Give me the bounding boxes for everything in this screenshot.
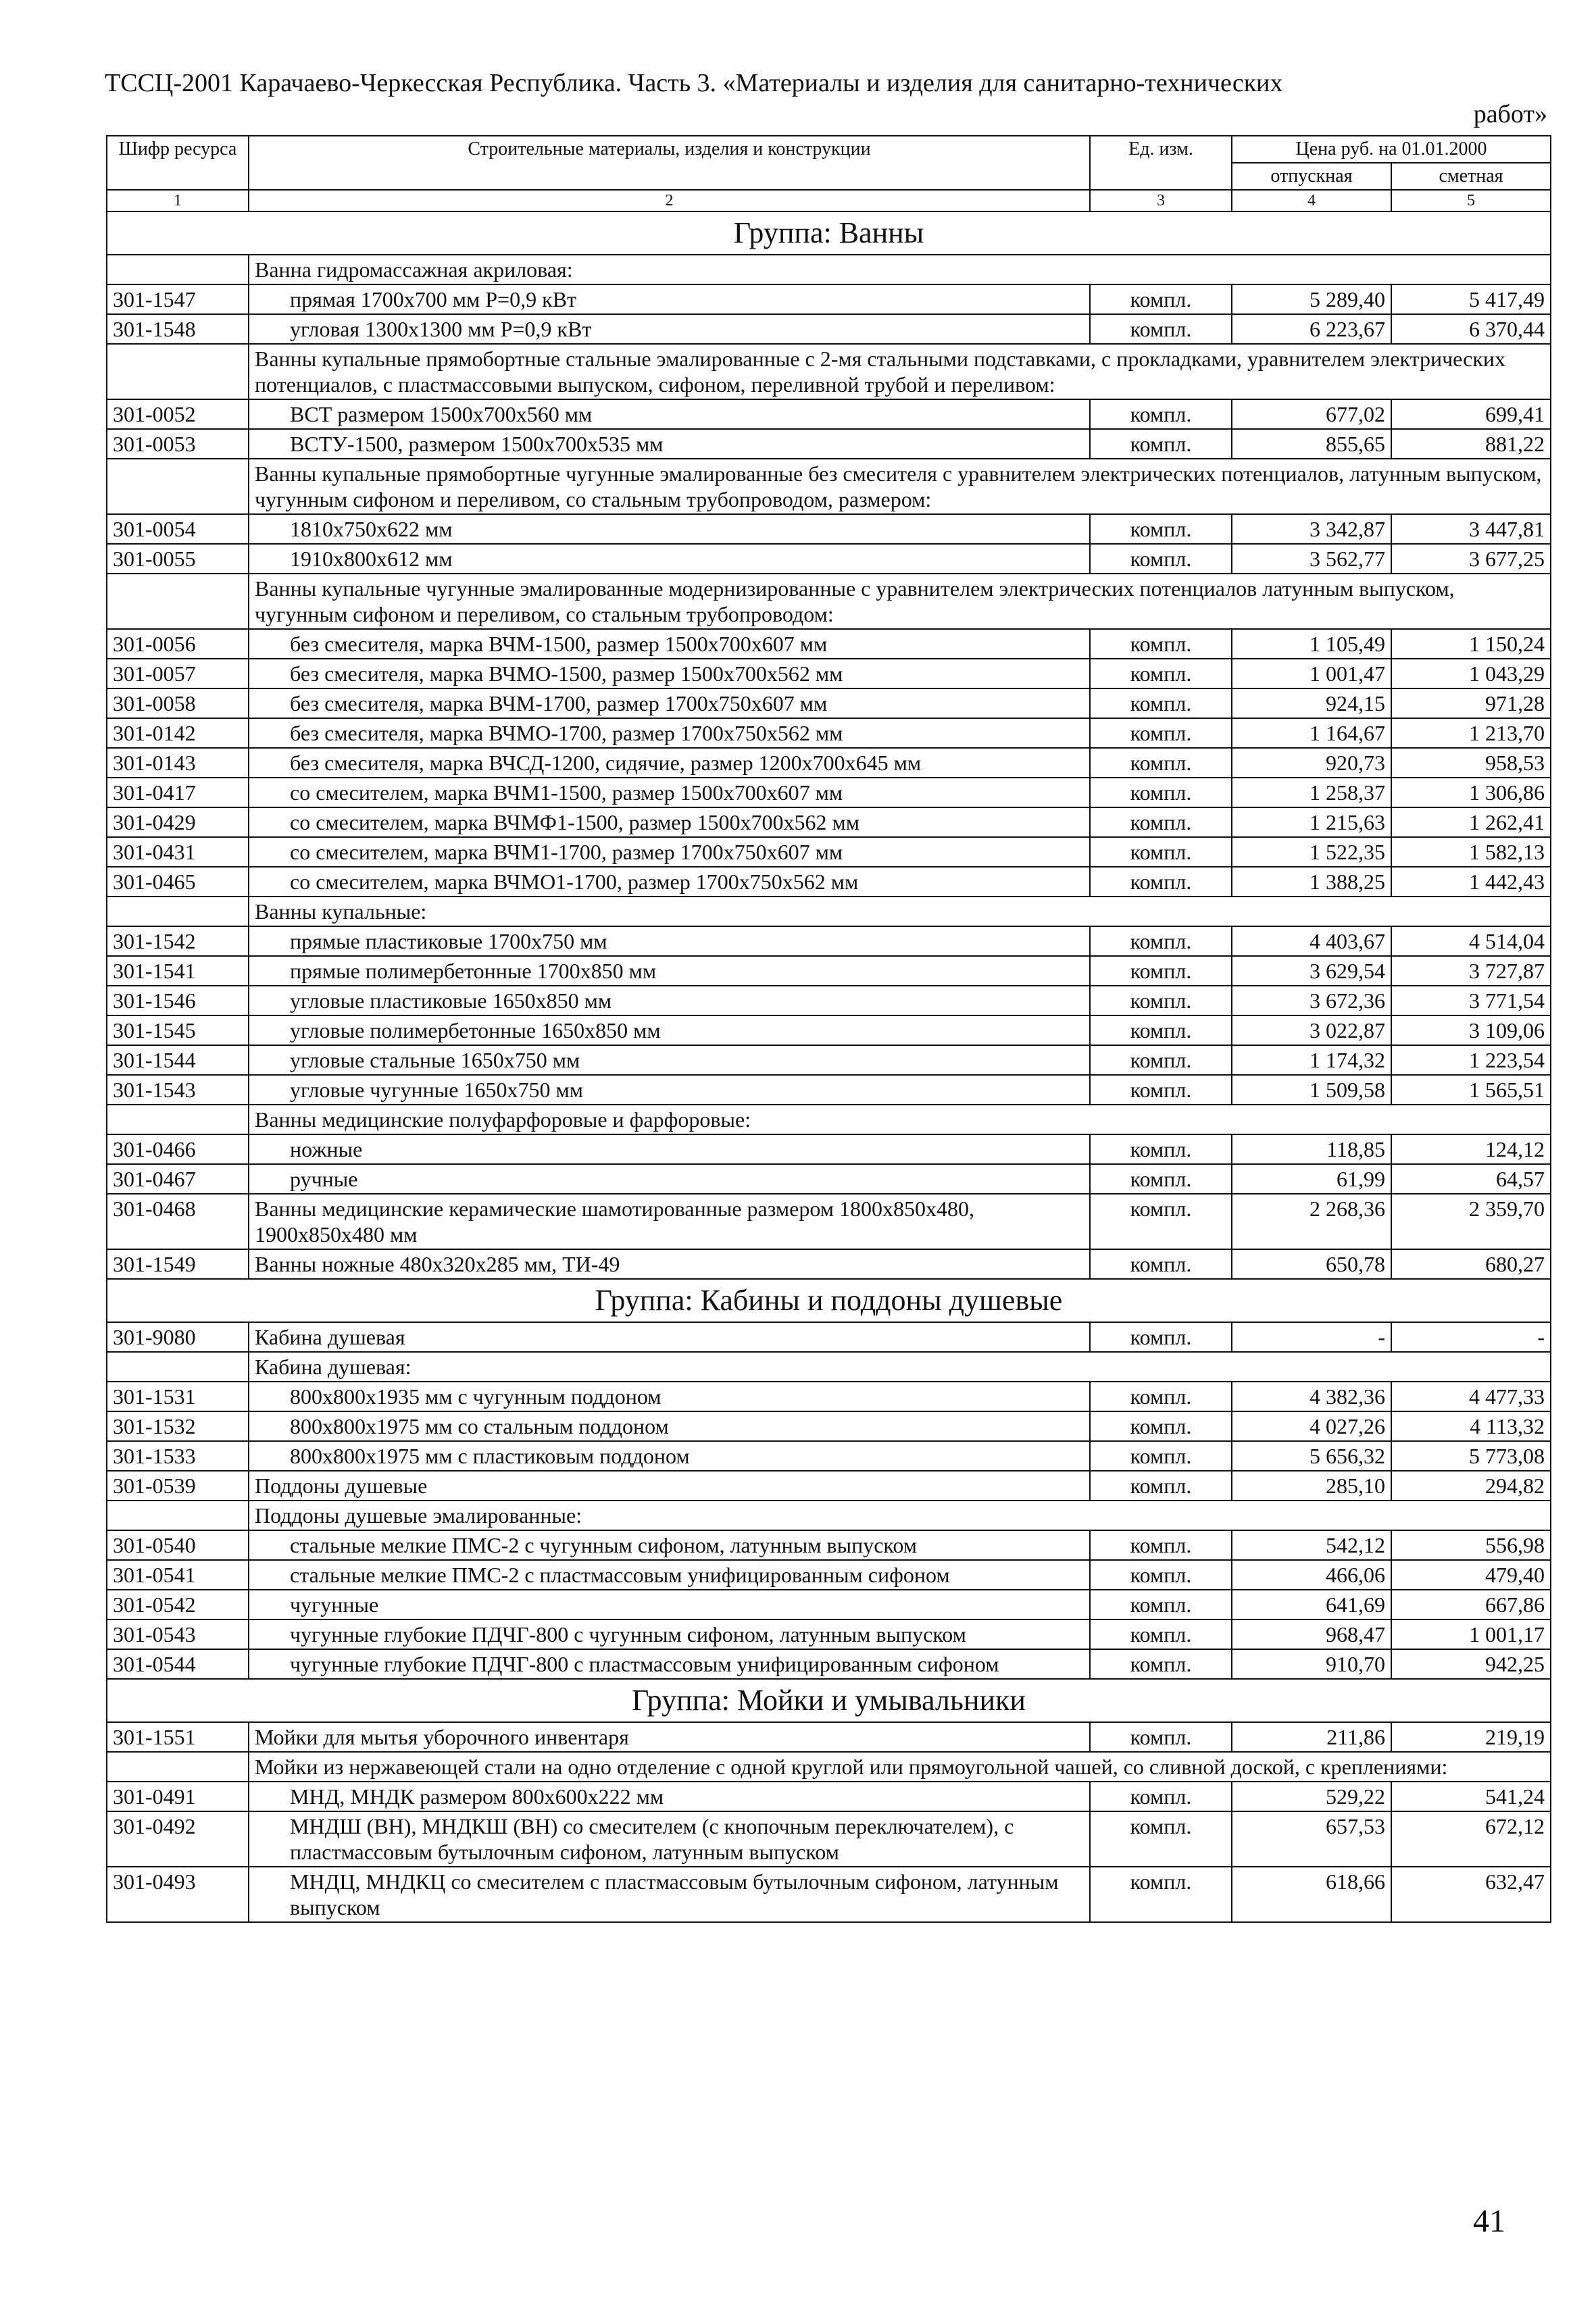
release-price: 118,85 — [1232, 1134, 1391, 1164]
item-description: Ванны ножные 480х320х285 мм, ТИ-49 — [249, 1249, 1090, 1279]
resource-code: 301-1548 — [107, 314, 249, 344]
item-description: угловые пластиковые 1650х850 мм — [249, 986, 1090, 1015]
item-description: со смесителем, марка ВЧМ1-1500, размер 1500х700х607 мм — [249, 778, 1090, 807]
item-description: МНДЦ, МНДКЦ со смесителем с пластмассовым бутылочным сифоном, латунным выпуском — [249, 1867, 1090, 1922]
estimate-price: 4 113,32 — [1391, 1411, 1551, 1441]
item-description: стальные мелкие ПМС-2 с чугунным сифоном, латунным выпуском — [249, 1530, 1090, 1560]
unit-cell: компл. — [1090, 1560, 1232, 1590]
resource-code: 301-1551 — [107, 1722, 249, 1752]
release-price: 285,10 — [1232, 1471, 1391, 1501]
unit-cell: компл. — [1090, 807, 1232, 837]
table-row — [107, 1867, 1551, 1922]
resource-code: 301-0467 — [107, 1164, 249, 1194]
estimate-price: 4 514,04 — [1391, 926, 1551, 956]
release-price: 1 509,58 — [1232, 1075, 1391, 1105]
unit-cell: компл. — [1090, 1015, 1232, 1045]
item-description: Ванны медицинские керамические шамотированные размером 1800х850х480, 1900х850х480 мм — [249, 1194, 1090, 1249]
unit-cell: компл. — [1090, 1867, 1232, 1922]
resource-code: 301-1544 — [107, 1045, 249, 1075]
subheading-text: Ванны медицинские полуфарфоровые и фарфоровые: — [249, 1105, 1551, 1134]
estimate-price: 3 771,54 — [1391, 986, 1551, 1015]
estimate-price: 3 727,87 — [1391, 956, 1551, 986]
release-price: 650,78 — [1232, 1249, 1391, 1279]
empty-cell — [107, 1105, 249, 1134]
estimate-price: 1 043,29 — [1391, 659, 1551, 688]
unit-cell: компл. — [1090, 1164, 1232, 1194]
group-heading: Группа: Кабины и поддоны душевые — [107, 1279, 1551, 1322]
estimate-price: 5 417,49 — [1391, 284, 1551, 314]
group-heading-row — [107, 211, 1551, 255]
group-heading-row — [107, 1279, 1551, 1322]
subheading-text: Кабина душевая: — [249, 1352, 1551, 1382]
subheading-row — [107, 1752, 1551, 1782]
resource-code: 301-0142 — [107, 718, 249, 748]
unit-cell: компл. — [1090, 1382, 1232, 1411]
release-price: 924,15 — [1232, 688, 1391, 718]
item-description: ручные — [249, 1164, 1090, 1194]
unit-cell: компл. — [1090, 1782, 1232, 1811]
release-price: 5 656,32 — [1232, 1441, 1391, 1471]
unit-cell: компл. — [1090, 1471, 1232, 1501]
item-description: чугунные глубокие ПДЧГ-800 с пластмассовым унифицированным сифоном — [249, 1649, 1090, 1679]
resource-code: 301-1543 — [107, 1075, 249, 1105]
estimate-price: 1 582,13 — [1391, 837, 1551, 867]
unit-cell: компл. — [1090, 1649, 1232, 1679]
release-price: 5 289,40 — [1232, 284, 1391, 314]
table-row — [107, 514, 1551, 544]
table-row — [107, 1560, 1551, 1590]
col-number: 4 — [1232, 190, 1391, 211]
estimate-price: 667,86 — [1391, 1590, 1551, 1619]
item-description: прямые полимербетонные 1700х850 мм — [249, 956, 1090, 986]
estimate-price: 556,98 — [1391, 1530, 1551, 1560]
col-price-header: Цена руб. на 01.01.2000 — [1232, 136, 1551, 163]
release-price: 529,22 — [1232, 1782, 1391, 1811]
estimate-price: 3 109,06 — [1391, 1015, 1551, 1045]
table-row — [107, 1722, 1551, 1752]
release-price: 1 388,25 — [1232, 867, 1391, 897]
release-price: 3 672,36 — [1232, 986, 1391, 1015]
item-description: со смесителем, марка ВЧМО1-1700, размер 1700х750х562 мм — [249, 867, 1090, 897]
empty-cell — [107, 459, 249, 514]
item-description: без смесителя, марка ВЧСД-1200, сидячие, размер 1200х700х645 мм — [249, 748, 1090, 778]
subheading-row — [107, 1501, 1551, 1530]
estimate-price: 1 213,70 — [1391, 718, 1551, 748]
table-row — [107, 1471, 1551, 1501]
col-number: 5 — [1391, 190, 1551, 211]
table-row — [107, 1649, 1551, 1679]
group-heading-row — [107, 1679, 1551, 1722]
item-description: ВСТ размером 1500х700х560 мм — [249, 399, 1090, 429]
subheading-text: Ванны купальные прямобортные чугунные эмалированные без смесителя с уравнителем электрических потенциалов, латунным выпуском, чугунным сифоном и переливом, со стальным трубопроводом, размером: — [249, 459, 1551, 514]
unit-cell: компл. — [1090, 986, 1232, 1015]
release-price: 3 562,77 — [1232, 544, 1391, 574]
estimate-price: 3 677,25 — [1391, 544, 1551, 574]
resource-code: 301-1545 — [107, 1015, 249, 1045]
table-row — [107, 1164, 1551, 1194]
item-description: 800х800х1975 мм с пластиковым поддоном — [249, 1441, 1090, 1471]
item-description: МНДШ (ВН), МНДКШ (ВН) со смесителем (с кнопочным переключателем), с пластмассовым бутылочным сифоном, латунным выпуском — [249, 1811, 1090, 1867]
unit-cell: компл. — [1090, 1045, 1232, 1075]
unit-cell: компл. — [1090, 867, 1232, 897]
resource-code: 301-0056 — [107, 629, 249, 659]
release-price: 855,65 — [1232, 429, 1391, 459]
unit-cell: компл. — [1090, 837, 1232, 867]
table-row — [107, 1322, 1551, 1352]
subheading-row — [107, 459, 1551, 514]
resource-code: 301-0431 — [107, 837, 249, 867]
estimate-price: 4 477,33 — [1391, 1382, 1551, 1411]
resource-code: 301-0465 — [107, 867, 249, 897]
table-row — [107, 314, 1551, 344]
item-description: 1810х750х622 мм — [249, 514, 1090, 544]
release-price: 657,53 — [1232, 1811, 1391, 1867]
release-price: 4 403,67 — [1232, 926, 1391, 956]
unit-cell: компл. — [1090, 1590, 1232, 1619]
item-description: Кабина душевая — [249, 1322, 1090, 1352]
release-price: 61,99 — [1232, 1164, 1391, 1194]
resource-code: 301-1541 — [107, 956, 249, 986]
page-number: 41 — [1473, 2203, 1505, 2239]
estimate-price: 5 773,08 — [1391, 1441, 1551, 1471]
resource-code: 301-0058 — [107, 688, 249, 718]
resource-code: 301-0429 — [107, 807, 249, 837]
table-row — [107, 1194, 1551, 1249]
estimate-price: 294,82 — [1391, 1471, 1551, 1501]
unit-cell: компл. — [1090, 1134, 1232, 1164]
unit-cell: компл. — [1090, 284, 1232, 314]
item-description: чугунные — [249, 1590, 1090, 1619]
estimate-price: 64,57 — [1391, 1164, 1551, 1194]
estimate-price: 680,27 — [1391, 1249, 1551, 1279]
resource-code: 301-0055 — [107, 544, 249, 574]
release-price: 641,69 — [1232, 1590, 1391, 1619]
resource-code: 301-0539 — [107, 1471, 249, 1501]
resource-code: 301-1533 — [107, 1441, 249, 1471]
table-row — [107, 1382, 1551, 1411]
resource-code: 301-0466 — [107, 1134, 249, 1164]
col-name-header: Строительные материалы, изделия и конструкции — [249, 136, 1090, 190]
table-row — [107, 629, 1551, 659]
table-row — [107, 867, 1551, 897]
table-row — [107, 544, 1551, 574]
release-price: 910,70 — [1232, 1649, 1391, 1679]
unit-cell: компл. — [1090, 748, 1232, 778]
table-row — [107, 659, 1551, 688]
item-description: без смесителя, марка ВЧМ-1700, размер 1700х750х607 мм — [249, 688, 1090, 718]
resource-code: 301-0543 — [107, 1619, 249, 1649]
table-row — [107, 429, 1551, 459]
table-row — [107, 956, 1551, 986]
unit-cell: компл. — [1090, 314, 1232, 344]
col-release-header: отпускная — [1232, 163, 1391, 190]
release-price: 211,86 — [1232, 1722, 1391, 1752]
empty-cell — [107, 1752, 249, 1782]
unit-cell: компл. — [1090, 1075, 1232, 1105]
estimate-price: 1 223,54 — [1391, 1045, 1551, 1075]
item-description: 1910х800х612 мм — [249, 544, 1090, 574]
resource-code: 301-1542 — [107, 926, 249, 956]
unit-cell: компл. — [1090, 1530, 1232, 1560]
release-price: 3 022,87 — [1232, 1015, 1391, 1045]
table-row — [107, 399, 1551, 429]
subheading-text: Поддоны душевые эмалированные: — [249, 1501, 1551, 1530]
item-description: прямые пластиковые 1700х750 мм — [249, 926, 1090, 956]
subheading-text: Ванны купальные: — [249, 897, 1551, 926]
resource-code: 301-0493 — [107, 1867, 249, 1922]
release-price: 1 522,35 — [1232, 837, 1391, 867]
estimate-price: 881,22 — [1391, 429, 1551, 459]
item-description: 800х800х1975 мм со стальным поддоном — [249, 1411, 1090, 1441]
table-row — [107, 778, 1551, 807]
release-price: 6 223,67 — [1232, 314, 1391, 344]
resource-code: 301-0054 — [107, 514, 249, 544]
item-description: Мойки для мытья уборочного инвентаря — [249, 1722, 1090, 1752]
subheading-row — [107, 344, 1551, 399]
release-price: 2 268,36 — [1232, 1194, 1391, 1249]
table-row — [107, 1619, 1551, 1649]
empty-cell — [107, 1501, 249, 1530]
item-description: стальные мелкие ПМС-2 с пластмассовым унифицированным сифоном — [249, 1560, 1090, 1590]
col-code-header: Шифр ресурса — [107, 136, 249, 190]
release-price: 1 215,63 — [1232, 807, 1391, 837]
estimate-price: 124,12 — [1391, 1134, 1551, 1164]
resource-code: 301-0053 — [107, 429, 249, 459]
estimate-price: 541,24 — [1391, 1782, 1551, 1811]
item-description: прямая 1700х700 мм Р=0,9 кВт — [249, 284, 1090, 314]
col-estimate-header: сметная — [1391, 163, 1551, 190]
subheading-text: Ванна гидромассажная акриловая: — [249, 255, 1551, 284]
estimate-price: 971,28 — [1391, 688, 1551, 718]
release-price: 3 629,54 — [1232, 956, 1391, 986]
item-description: ножные — [249, 1134, 1090, 1164]
col-number: 2 — [249, 190, 1090, 211]
col-number: 1 — [107, 190, 249, 211]
price-table — [106, 135, 1551, 1923]
table-row — [107, 718, 1551, 748]
table-row — [107, 837, 1551, 867]
unit-cell: компл. — [1090, 1411, 1232, 1441]
item-description: без смесителя, марка ВЧМ-1500, размер 1500х700х607 мм — [249, 629, 1090, 659]
table-row — [107, 688, 1551, 718]
resource-code: 301-0052 — [107, 399, 249, 429]
release-price: 1 174,32 — [1232, 1045, 1391, 1075]
table-row — [107, 807, 1551, 837]
estimate-price: 2 359,70 — [1391, 1194, 1551, 1249]
item-description: без смесителя, марка ВЧМО-1500, размер 1500х700х562 мм — [249, 659, 1090, 688]
unit-cell: компл. — [1090, 1441, 1232, 1471]
estimate-price: 3 447,81 — [1391, 514, 1551, 544]
subheading-row — [107, 255, 1551, 284]
resource-code: 301-0540 — [107, 1530, 249, 1560]
header-row — [107, 136, 1551, 163]
estimate-price: 1 306,86 — [1391, 778, 1551, 807]
resource-code: 301-1532 — [107, 1411, 249, 1441]
estimate-price: - — [1391, 1322, 1551, 1352]
release-price: 4 382,36 — [1232, 1382, 1391, 1411]
release-price: 4 027,26 — [1232, 1411, 1391, 1441]
unit-cell: компл. — [1090, 956, 1232, 986]
item-description: ВСТУ-1500, размером 1500х700х535 мм — [249, 429, 1090, 459]
title-line-1: ТССЦ-2001 Карачаево-Черкесская Республика. Часть 3. «Материалы и изделия для санитарно-технических — [105, 69, 1283, 97]
release-price: 1 258,37 — [1232, 778, 1391, 807]
item-description: чугунные глубокие ПДЧГ-800 с чугунным сифоном, латунным выпуском — [249, 1619, 1090, 1649]
estimate-price: 632,47 — [1391, 1867, 1551, 1922]
resource-code: 301-0057 — [107, 659, 249, 688]
unit-cell: компл. — [1090, 778, 1232, 807]
unit-cell: компл. — [1090, 926, 1232, 956]
unit-cell: компл. — [1090, 1322, 1232, 1352]
table-row — [107, 1411, 1551, 1441]
estimate-price: 479,40 — [1391, 1560, 1551, 1590]
unit-cell: компл. — [1090, 514, 1232, 544]
item-description: угловые полимербетонные 1650х850 мм — [249, 1015, 1090, 1045]
release-price: 466,06 — [1232, 1560, 1391, 1590]
item-description: без смесителя, марка ВЧМО-1700, размер 1700х750х562 мм — [249, 718, 1090, 748]
resource-code: 301-1531 — [107, 1382, 249, 1411]
item-description: угловые чугунные 1650х750 мм — [249, 1075, 1090, 1105]
item-description: 800х800х1935 мм с чугунным поддоном — [249, 1382, 1090, 1411]
resource-code: 301-0491 — [107, 1782, 249, 1811]
table-row — [107, 1811, 1551, 1867]
document-title — [105, 68, 1547, 130]
subheading-text: Мойки из нержавеющей стали на одно отделение с одной круглой или прямоугольной чашей, со сливной доской, с креплениями: — [249, 1752, 1551, 1782]
unit-cell: компл. — [1090, 688, 1232, 718]
unit-cell: компл. — [1090, 659, 1232, 688]
item-description: со смесителем, марка ВЧМ1-1700, размер 1700х750х607 мм — [249, 837, 1090, 867]
table-row — [107, 1134, 1551, 1164]
title-line-2: работ» — [1473, 100, 1547, 128]
empty-cell — [107, 897, 249, 926]
subheading-row — [107, 1105, 1551, 1134]
estimate-price: 1 150,24 — [1391, 629, 1551, 659]
subheading-text: Ванны купальные чугунные эмалированные модернизированные с уравнителем электрических потенциалов латунным выпуском, чугунным сифоном и переливом, со стальным трубопроводом: — [249, 574, 1551, 629]
resource-code: 301-0541 — [107, 1560, 249, 1590]
group-heading: Группа: Ванны — [107, 211, 1551, 255]
release-price: 618,66 — [1232, 1867, 1391, 1922]
release-price: 968,47 — [1232, 1619, 1391, 1649]
table-body — [107, 211, 1551, 1922]
unit-cell: компл. — [1090, 544, 1232, 574]
table-row — [107, 1015, 1551, 1045]
release-price: 1 105,49 — [1232, 629, 1391, 659]
resource-code: 301-1547 — [107, 284, 249, 314]
table-row — [107, 1249, 1551, 1279]
release-price: 1 001,47 — [1232, 659, 1391, 688]
table-row — [107, 926, 1551, 956]
item-description: МНД, МНДК размером 800х600х222 мм — [249, 1782, 1090, 1811]
resource-code: 301-0417 — [107, 778, 249, 807]
column-numbers-row — [107, 190, 1551, 211]
subheading-row — [107, 574, 1551, 629]
item-description: угловые стальные 1650х750 мм — [249, 1045, 1090, 1075]
unit-cell: компл. — [1090, 1194, 1232, 1249]
item-description: угловая 1300х1300 мм Р=0,9 кВт — [249, 314, 1090, 344]
item-description: со смесителем, марка ВЧМФ1-1500, размер 1500х700х562 мм — [249, 807, 1090, 837]
release-price: 1 164,67 — [1232, 718, 1391, 748]
empty-cell — [107, 574, 249, 629]
unit-cell: компл. — [1090, 718, 1232, 748]
table-row — [107, 986, 1551, 1015]
empty-cell — [107, 1352, 249, 1382]
estimate-price: 699,41 — [1391, 399, 1551, 429]
estimate-price: 672,12 — [1391, 1811, 1551, 1867]
resource-code: 301-0143 — [107, 748, 249, 778]
empty-cell — [107, 344, 249, 399]
subheading-row — [107, 897, 1551, 926]
resource-code: 301-9080 — [107, 1322, 249, 1352]
table-row — [107, 1590, 1551, 1619]
unit-cell: компл. — [1090, 429, 1232, 459]
col-number: 3 — [1090, 190, 1232, 211]
release-price: 920,73 — [1232, 748, 1391, 778]
estimate-price: 958,53 — [1391, 748, 1551, 778]
col-unit-header: Ед. изм. — [1090, 136, 1232, 190]
resource-code: 301-1549 — [107, 1249, 249, 1279]
item-description: Поддоны душевые — [249, 1471, 1090, 1501]
table-row — [107, 1075, 1551, 1105]
release-price: 677,02 — [1232, 399, 1391, 429]
resource-code: 301-0492 — [107, 1811, 249, 1867]
table-row — [107, 1045, 1551, 1075]
estimate-price: 1 565,51 — [1391, 1075, 1551, 1105]
table-row — [107, 1530, 1551, 1560]
estimate-price: 219,19 — [1391, 1722, 1551, 1752]
unit-cell: компл. — [1090, 629, 1232, 659]
unit-cell: компл. — [1090, 1722, 1232, 1752]
release-price: - — [1232, 1322, 1391, 1352]
table-row — [107, 1782, 1551, 1811]
unit-cell: компл. — [1090, 1619, 1232, 1649]
group-heading: Группа: Мойки и умывальники — [107, 1679, 1551, 1722]
estimate-price: 942,25 — [1391, 1649, 1551, 1679]
estimate-price: 6 370,44 — [1391, 314, 1551, 344]
table-row — [107, 284, 1551, 314]
resource-code: 301-0544 — [107, 1649, 249, 1679]
table-row — [107, 748, 1551, 778]
estimate-price: 1 442,43 — [1391, 867, 1551, 897]
empty-cell — [107, 255, 249, 284]
table-row — [107, 1441, 1551, 1471]
release-price: 542,12 — [1232, 1530, 1391, 1560]
subheading-text: Ванны купальные прямобортные стальные эмалированные с 2-мя стальными подставками, с прокладками, уравнителем электрических потенциалов, с пластмассовыми выпуском, сифоном, переливной трубой и переливом: — [249, 344, 1551, 399]
subheading-row — [107, 1352, 1551, 1382]
resource-code: 301-1546 — [107, 986, 249, 1015]
resource-code: 301-0468 — [107, 1194, 249, 1249]
unit-cell: компл. — [1090, 1811, 1232, 1867]
release-price: 3 342,87 — [1232, 514, 1391, 544]
unit-cell: компл. — [1090, 399, 1232, 429]
resource-code: 301-0542 — [107, 1590, 249, 1619]
estimate-price: 1 001,17 — [1391, 1619, 1551, 1649]
estimate-price: 1 262,41 — [1391, 807, 1551, 837]
unit-cell: компл. — [1090, 1249, 1232, 1279]
